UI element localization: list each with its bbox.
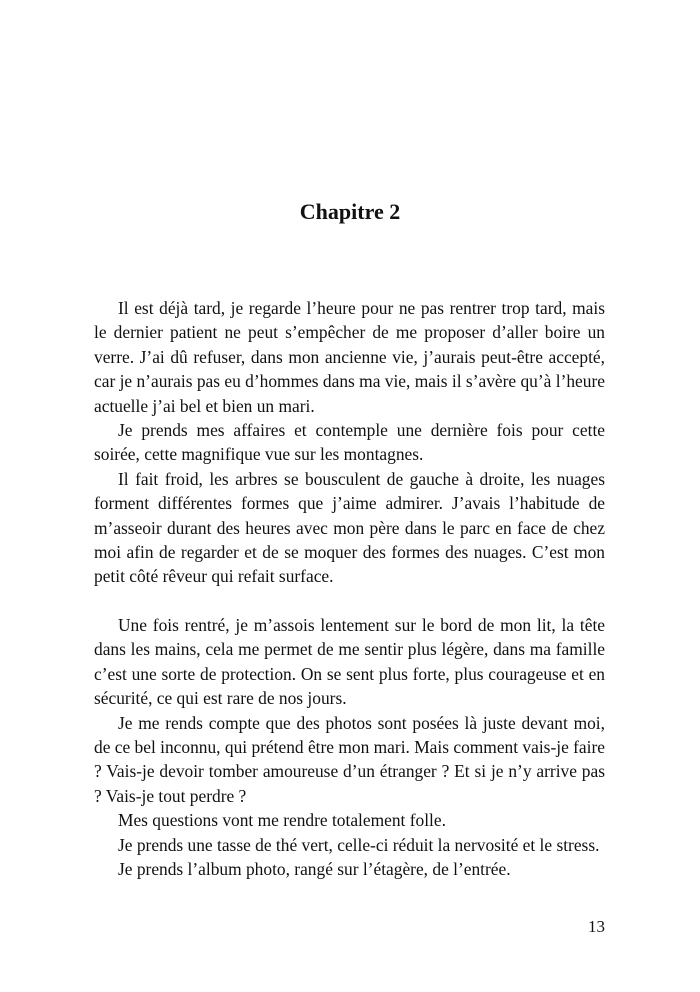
page-number: 13 (588, 917, 605, 936)
paragraph: Une fois rentré, je m’assois lentement sur le bord de mon lit, la tête dans les mains, cela me permet de me sentir plus légère, dans ma famille c’est une sorte de protection. On se sent plus forte, plus courageuse et en sécurité, ce qui est rare de nos jours. (94, 614, 605, 709)
paragraph: Il fait froid, les arbres se bousculent de gauche à droite, les nuages forment différentes formes que j’aime admirer. J’avais l’habitude de m’asseoir durant des heures avec mon père dans le parc en face de chez moi afin de regarder et de se moquer des formes des nuages. C’est mon petit côté rêveur qui refait surface. (94, 468, 605, 587)
paragraph: Il est déjà tard, je regarde l’heure pour ne pas rentrer trop tard, mais le dernier patient ne peut s’empêcher de me proposer d’aller boire un verre. J’ai dû refuser, dans mon ancienne vie, j’aurais peut-être accepté, car je n’aurais pas eu d’hommes dans ma vie, mais il s’avère qu’à l’heure actuelle j’ai bel et bien un mari. (94, 298, 605, 416)
paragraph: Je prends mes affaires et contemple une dernière fois pour cette soirée, cette magnifique vue sur les montagnes. (94, 420, 605, 465)
paragraph: Mes questions vont me rendre totalement folle. (118, 810, 446, 831)
section-break (94, 589, 605, 613)
chapter-title: Chapitre 2 (299, 199, 401, 224)
chapter-body (94, 296, 605, 881)
paragraph: Je prends l’album photo, rangé sur l’étagère, de l’entrée. (118, 858, 511, 879)
paragraph: Je prends une tasse de thé vert, celle-ci réduit la nervosité et le stress. (118, 834, 600, 855)
paragraph: Je me rends compte que des photos sont posées là juste devant moi, de ce bel inconnu, qui prétend être mon mari. Mais comment vais-je faire ? Vais-je devoir tomber amoureuse d’un étranger ? Et si je n’y arrive pas ? Vais-je tout perdre ? (94, 712, 605, 806)
